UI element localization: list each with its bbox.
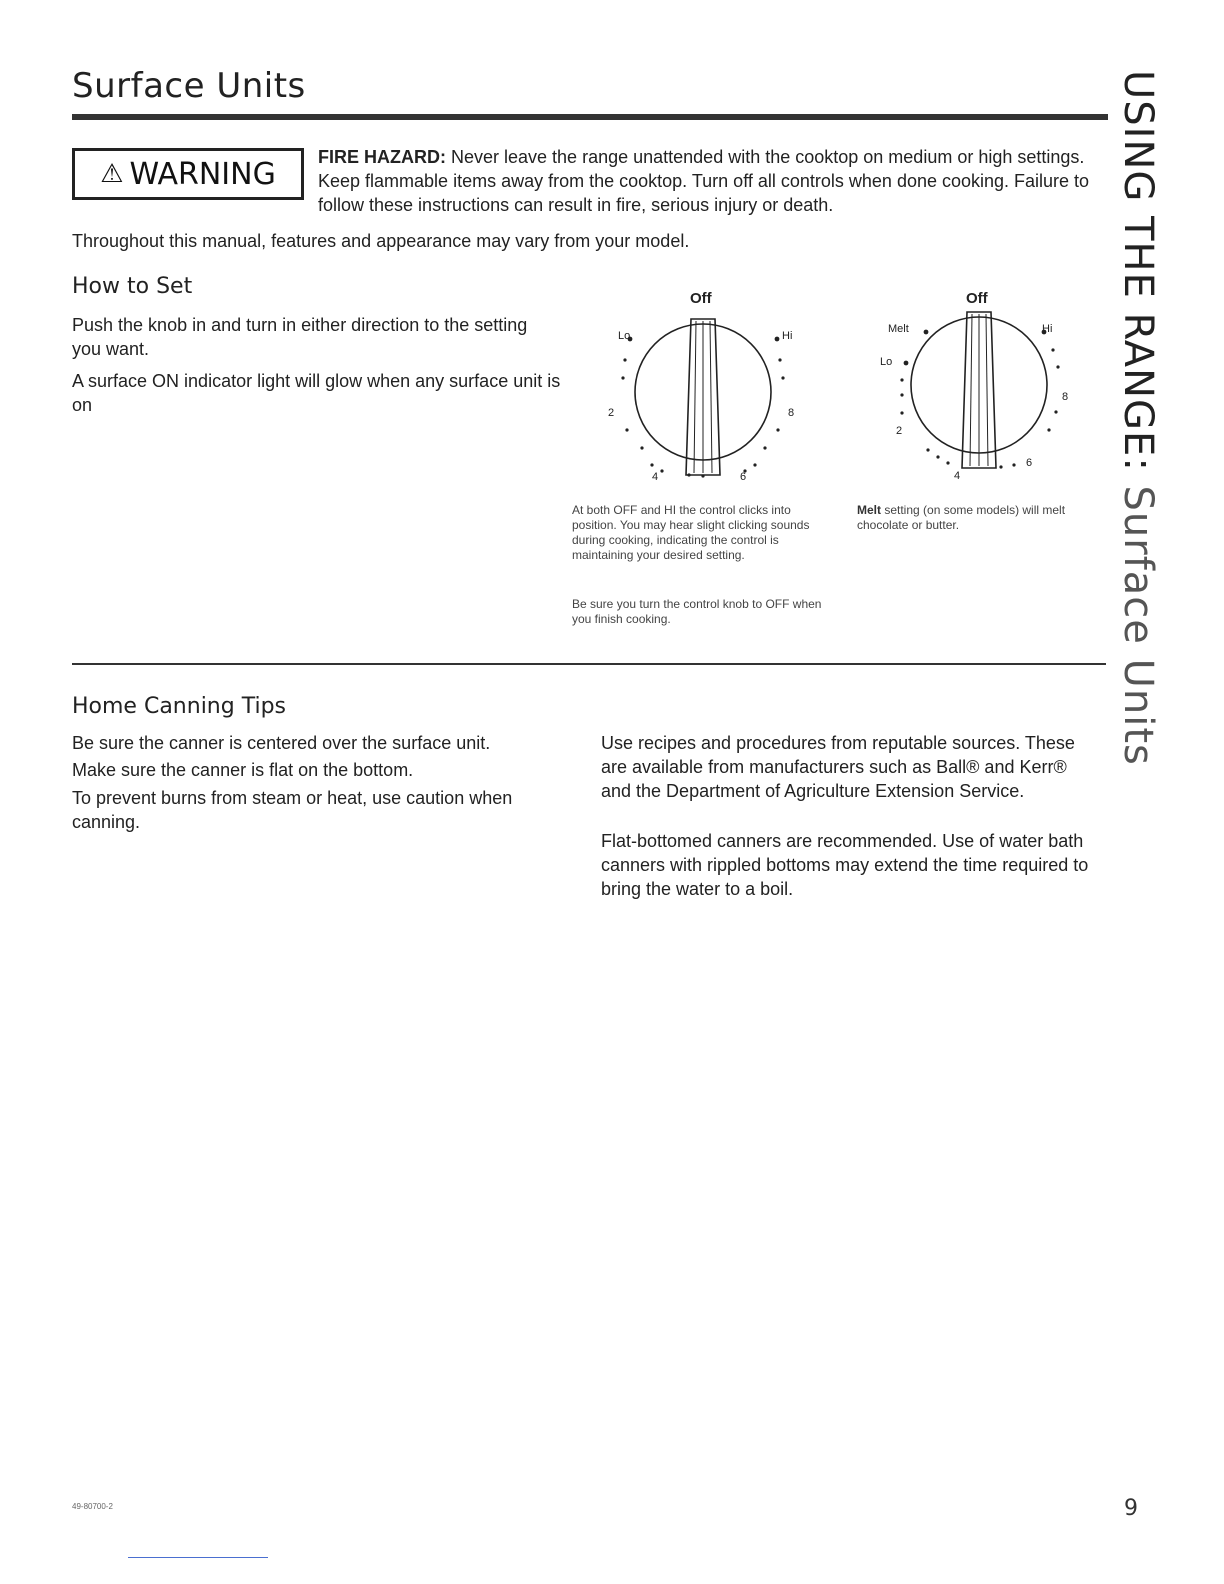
canning-left-3: To prevent burns from steam or heat, use caution when canning. bbox=[72, 788, 513, 832]
dial-hi-label: Hi bbox=[1042, 323, 1053, 335]
section-side-tab bbox=[1110, 70, 1166, 766]
dial-8-label: 8 bbox=[1062, 391, 1069, 403]
footer-link-underline bbox=[128, 1557, 268, 1558]
dial-caption-2: Be sure you turn the control knob to OFF when you finish cooking. bbox=[572, 597, 822, 626]
how-to-set-title: How to Set bbox=[72, 274, 193, 299]
side-tab-bold: USING THE RANGE: bbox=[1115, 70, 1161, 472]
warning-body: Never leave the range unattended with the cooktop on medium or high settings. Keep flammable items away from the cooktop. Turn off all controls when done cooking. Failure to follow these instructions can result in fire, serious injury or death. bbox=[318, 147, 1090, 215]
warning-text bbox=[318, 145, 1098, 217]
dial-caption-1: At both OFF and HI the control clicks into position. You may hear slight clicking sounds during cooking, indicating the control is maintaining your desired setting. bbox=[572, 503, 810, 562]
warning-badge bbox=[72, 148, 304, 200]
canning-right-2: Flat-bottomed canners are recommended. Use of water bath canners with rippled bottoms may extend the time required to bring the water to a boil. bbox=[601, 831, 1089, 899]
canning-left-2: Make sure the canner is flat on the bottom. bbox=[72, 760, 414, 780]
dial-2-label: 2 bbox=[896, 425, 903, 437]
dial-6-label: 6 bbox=[1026, 457, 1033, 469]
canning-right-1: Use recipes and procedures from reputable sources. These are available from manufacturers such as Ball® and Kerr® and the Department of Agriculture Extension Service. bbox=[601, 733, 1075, 801]
melt-caption bbox=[857, 503, 1097, 533]
warning-lead: FIRE HAZARD: bbox=[318, 147, 446, 167]
document-code: 49-80700-2 bbox=[72, 1502, 113, 1511]
intro-text: Throughout this manual, features and appearance may vary from your model. bbox=[72, 231, 690, 251]
dial-lo-label: Lo bbox=[618, 330, 631, 342]
dial-4-label: 4 bbox=[652, 471, 659, 483]
page-title: Surface Units bbox=[72, 66, 306, 106]
dial-lo-label: Lo bbox=[880, 356, 893, 368]
section-divider bbox=[72, 663, 1106, 665]
title-divider bbox=[72, 114, 1108, 120]
how-to-set-para-2: A surface ON indicator light will glow when any surface unit is on bbox=[72, 371, 561, 415]
dial-off-label: Off bbox=[966, 290, 988, 307]
dial-6-label: 6 bbox=[740, 471, 747, 483]
dial-2-label: 2 bbox=[608, 407, 615, 419]
page-number: 9 bbox=[1124, 1496, 1138, 1521]
knob-illustration bbox=[590, 285, 820, 490]
melt-caption-body: setting (on some models) will melt chocolate or butter. bbox=[857, 503, 1066, 532]
melt-caption-lead: Melt bbox=[857, 503, 881, 517]
dial-melt-label: Melt bbox=[888, 323, 909, 335]
canning-left-1: Be sure the canner is centered over the surface unit. bbox=[72, 733, 491, 753]
warning-badge-label: WARNING bbox=[129, 156, 276, 192]
how-to-set-para-1: Push the knob in and turn in either direction to the setting you want. bbox=[72, 315, 528, 359]
warning-triangle-icon: ⚠ bbox=[100, 159, 124, 189]
control-knob-diagram-melt bbox=[866, 285, 1096, 490]
dial-off-label: Off bbox=[690, 290, 712, 307]
side-tab-light: Surface Units bbox=[1115, 471, 1161, 766]
dial-hi-label: Hi bbox=[782, 330, 793, 342]
home-canning-title: Home Canning Tips bbox=[72, 694, 287, 719]
dial-8-label: 8 bbox=[788, 407, 795, 419]
control-knob-diagram-standard bbox=[590, 285, 820, 490]
knob-illustration bbox=[866, 285, 1096, 490]
dial-4-label: 4 bbox=[954, 470, 961, 482]
